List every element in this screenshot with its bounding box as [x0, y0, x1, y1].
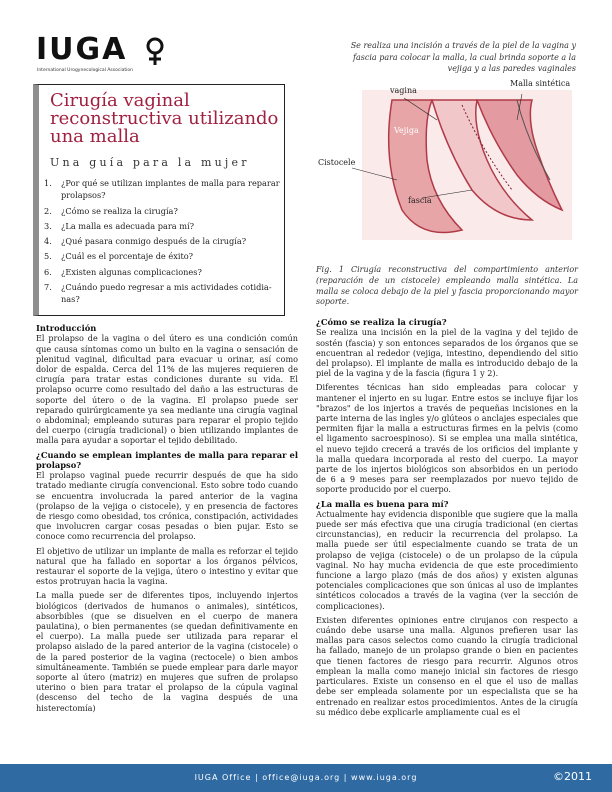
logo-subtitle: International Urogynecological Association [37, 68, 133, 73]
anatomy-illustration [312, 80, 580, 272]
page-subtitle: Una guía para la mujer [50, 156, 250, 169]
intro-paragraph: El prolapso de la vagina o del útero es una condición común que causa síntomas como un bulto en la vagina o sensación de plenitud vaginal, dificultad para evacuar u orinar, así como dolor de espalda. Cerca del 11% de las mujeres requieren de cirugía para tratar estas condiciones durante su vida. El prolapso ocurre como resultado del daño a las estructuras de soporte del útero o de la vagina. El prolapso puede ser reparado quirúrgicamente ya sea mediante una cirugía vaginal o abdominal; empleando suturas para reparar el propio tejido del cuerpo (cirugía tradicional) o bien utilizando implantes de malla para ayudar a soportar el tejido debilitado. [36, 333, 298, 446]
left-column [36, 323, 298, 717]
why-paragraph-1: El prolapso vaginal puede recurrir después de que ha sido tratado mediante cirugía convencional. Esto sobre todo cuando se encuentra involucrada la pared anterior de la vagina (prolapso de la vejiga o cistocele), y en presencia de factores de riesgo como obesidad, tos crónica, constipación, actividades que involucren cargar cosas pesadas o bien pujar. Esto se conoce como recurrencia del prolapso. [36, 470, 298, 542]
right-column [316, 317, 578, 721]
table-of-contents [44, 177, 280, 309]
label-cistocele: Cistocele [318, 158, 356, 167]
intro-heading: Introducción [36, 323, 97, 333]
how-paragraph-1: Se realiza una incisión en la piel de la vagina y del tejido de sostén (fascia) y son entonces separados de los órganos que se encuentran al rededor (vejiga, intestino, dependiendo del sitio del prolapso). El implante de malla es introducido debajo de la piel de la vagina y de la fascia (figura 1 y 2). [316, 327, 578, 379]
female-symbol-icon [144, 37, 166, 67]
page-title: Cirugía vaginal reconstructiva utilizando una malla [50, 90, 279, 147]
why-paragraph-2: El objetivo de utilizar un implante de malla es reforzar el tejido natural que ha fallado en soportar a los órganos pélvicos, restaurar el soporte de la vejiga, útero o intestino y evitar que estos protruyan hacia la vagina. [36, 545, 298, 587]
toc-item: 1. ¿Por qué se utilizan implantes de malla para reparar prolapsos? [44, 178, 280, 201]
footer-contact: IUGA Office | office@iuga.org | www.iuga.org [194, 773, 418, 782]
logo-text: IUGA [36, 32, 128, 67]
good-paragraph-2: Existen diferentes opiniones entre cirujanos con respecto a cuándo debe usarse una malla. Algunos prefieren usar las mallas para casos selectos como cuando la cirugía tradicional ha fallado, manejo de un prolapso grande o bien en pacientes que tienen factores de riesgo para recurrir. Algunos otros emplean la malla como manejo inicial sin factores de riesgo particulares. Existe un consenso en el que el uso de mallas debe ser empleada solamente por un especialista que se ha entrenado en realizar estos procedimientos. Antes de la cirugía su médico debe explicarle ampliamente cual es el [316, 614, 578, 717]
label-vejiga: Vejiga [394, 126, 419, 135]
toc-item: 4. ¿Qué pasara conmigo después de la cirugía? [44, 236, 247, 247]
why-paragraph-3: La malla puede ser de diferentes tipos, incluyendo injertos biológicos (derivados de humanos o animales), sintéticos, absorbibles (que se disuelven en el cuerpo de manera paulatina), o bien permanentes (se quedan definitivamente en el cuerpo). La malla puede ser utilizada para reparar el prolapso aislado de la pared anterior de la vagina (cistocele) o de la pared posterior de la vagina (rectocele) o bien ambos simultáneamente. También se puede emplear para darle mayor soporte al útero (matriz) en mujeres que sufren de prolapso uterino o bien para tratar el prolapso de la cúpula vaginal (descenso del techo de la vagina después de una histerectomía) [36, 590, 298, 713]
how-paragraph-2: Diferentes técnicas han sido empleadas para colocar y mantener el injerto en su lugar. Entre estos se incluye fijar los "brazos" de los injertos a través de pequeñas incisiones en la parte interna de las ingles y/o glúteos o anclajes especiales que permiten fijar la malla a estructuras firmes en la pelvis (como el ligamento sacroespinoso). Si se emplea una malla sintética, el nuevo tejido crecerá a través de los orificios del implante y la malla quedara incorporada al resto del cuerpo. La mayor parte de los injertos biológicos son absorbidos en un periodo de 6 a 9 meses para ser reemplazados por nuevo tejido de soporte producido por el cuerpo. [316, 382, 578, 495]
good-paragraph-1: Actualmente hay evidencia disponible que sugiere que la malla puede ser más efectiva que una cirugía tradicional (en ciertas circunstancias), en reducir la recurrencia del prolapso. La malla puede ser útil especialmente cuando se trata de un prolapso de vejiga (cistocele) o de un prolapso de la cúpula vaginal. No hay mucha evidencia de que este procedimiento funcione a largo plazo (más de dos años) y existen algunas potenciales complicaciones que son únicas al uso de implantes sintéticos colocados a través de la vagina (ver la sección de complicaciones). [316, 508, 578, 611]
toc-item: 5. ¿Cuál es el porcentaje de éxito? [44, 251, 194, 262]
label-vagina: vagina [390, 86, 417, 95]
toc-item: 3. ¿La malla es adecuada para mí? [44, 220, 195, 231]
figure-caption: Fig. 1 Cirugía reconstructiva del compartimiento anterior (reparación de un cistocele) empleando malla sintética. La malla se coloca debajo de la piel y fascia proporcionando mayor soporte. [316, 265, 578, 307]
footer-copyright: ©2011 [553, 770, 592, 783]
toc-item: 6. ¿Existen algunas complicaciones? [44, 266, 202, 277]
figure-top-caption: Se realiza una incisión a través de la piel de la vagina y fascia para colocar la malla, la cual brinda soporte a la vejiga y a las paredes vaginales [350, 41, 576, 73]
label-fascia: fascia [408, 196, 432, 205]
good-for-me-heading: ¿La malla es buena para mí? [316, 498, 449, 509]
how-heading: ¿Cómo se realiza la cirugía? [316, 317, 447, 327]
label-malla: Malla sintética [510, 79, 571, 88]
why-mesh-heading: ¿Cuando se emplean implantes de malla para reparar el prolapso? [36, 449, 298, 470]
toc-item: 2. ¿Cómo se realiza la cirugía? [44, 205, 178, 216]
toc-item: 7. ¿Cuándo puedo regresar a mis actividades cotidia-nas? [44, 282, 272, 305]
